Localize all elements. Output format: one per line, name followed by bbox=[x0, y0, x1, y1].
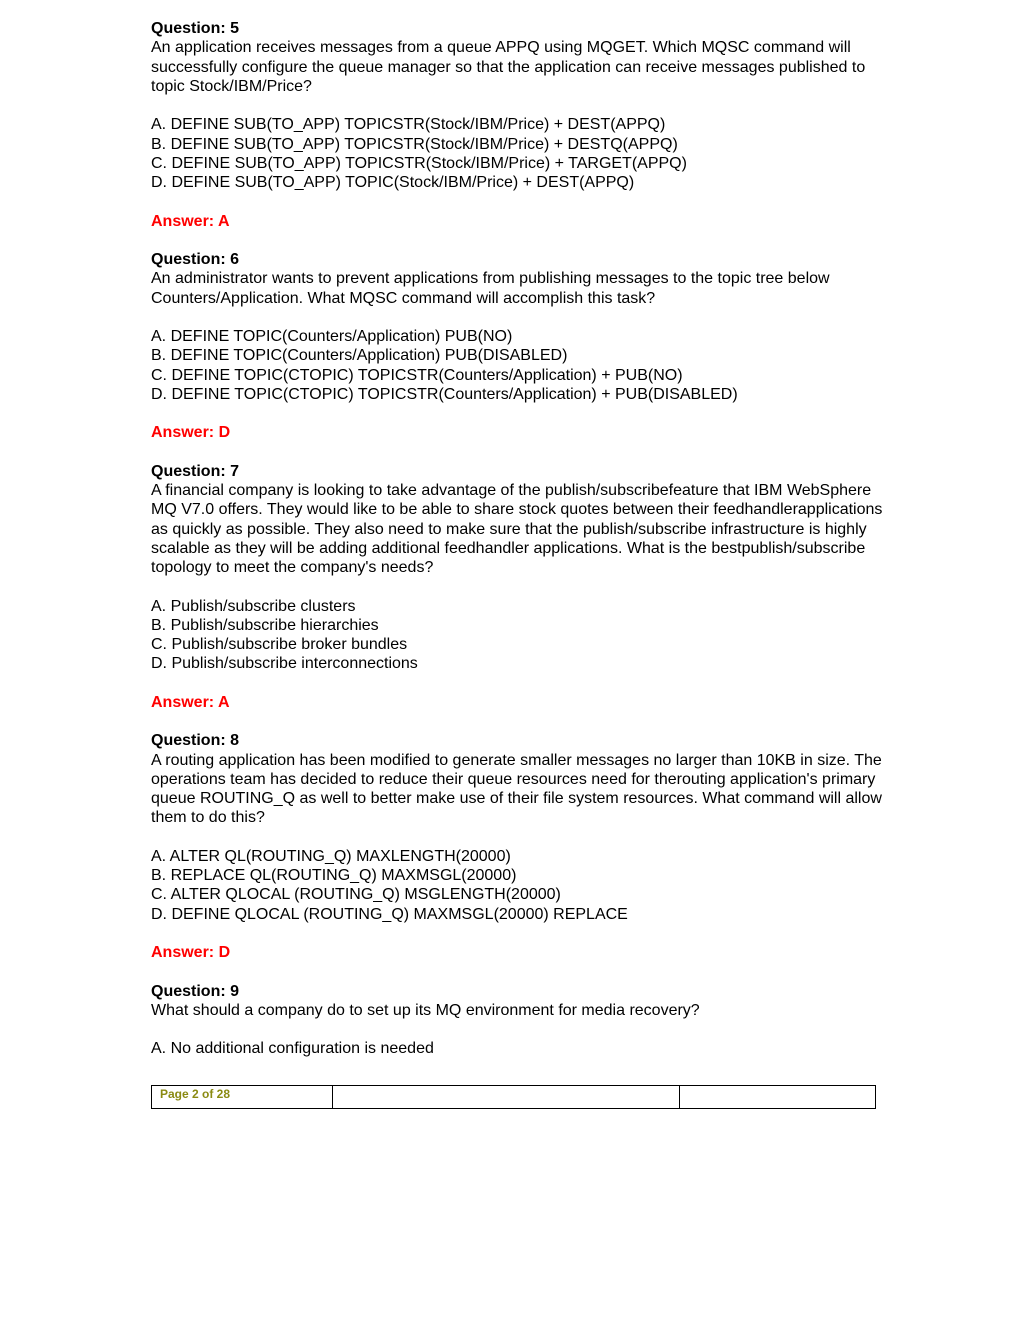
question-text: A financial company is looking to take advantage of the publish/subscribefeature that IBM WebSphere MQ V7.0 offers. They would like to be able to share stock quotes between their feedhandlerapplications as quickly as possible. They also need to make sure that the publish/subscribe infrastructure is highly scalable as they will be adding additional feedhandler applications. What is the bestpublish/subscribe topology to meet the company's needs? bbox=[151, 482, 883, 576]
answer-option: C. DEFINE SUB(TO_APP) TOPICSTR(Stock/IBM/Price) + TARGET(APPQ) bbox=[151, 154, 687, 172]
answer-option: D. DEFINE SUB(TO_APP) TOPIC(Stock/IBM/Price) + DEST(APPQ) bbox=[151, 174, 635, 191]
correct-answer: Answer: D bbox=[151, 424, 231, 442]
correct-answer: Answer: A bbox=[151, 212, 230, 230]
answer-option: C. ALTER QLOCAL (ROUTING_Q) MSGLENGTH(20000) bbox=[151, 886, 561, 904]
spacer bbox=[151, 712, 891, 731]
footer-cell-middle bbox=[333, 1086, 680, 1109]
answer-option: D. Publish/subscribe interconnections bbox=[151, 655, 418, 673]
spacer bbox=[151, 674, 891, 693]
spacer bbox=[151, 96, 891, 115]
question-block bbox=[151, 731, 891, 981]
spacer bbox=[151, 443, 891, 462]
correct-answer: Answer: A bbox=[151, 693, 230, 711]
footer-cell-page bbox=[152, 1086, 333, 1109]
question-title: Question: 5 bbox=[151, 20, 240, 37]
spacer bbox=[151, 404, 891, 423]
spacer bbox=[151, 924, 891, 943]
page-content bbox=[151, 19, 891, 1059]
question-block bbox=[151, 250, 891, 462]
question-text: An administrator wants to prevent applications from publishing messages to the topic tree below Counters/Application. What MQSC command will accomplish this task? bbox=[151, 270, 830, 307]
spacer bbox=[151, 1020, 891, 1039]
question-text: An application receives messages from a queue APPQ using MQGET. Which MQSC command will successfully configure the queue manager so that the application can receive messages published to topic Stock/IBM/Price? bbox=[151, 39, 866, 95]
spacer bbox=[151, 577, 891, 596]
answer-option: A. ALTER QL(ROUTING_Q) MAXLENGTH(20000) bbox=[151, 847, 511, 865]
answer-option: A. DEFINE TOPIC(Counters/Application) PUB(NO) bbox=[151, 328, 513, 345]
spacer bbox=[151, 828, 891, 847]
answer-option: A. DEFINE SUB(TO_APP) TOPICSTR(Stock/IBM/Price) + DEST(APPQ) bbox=[151, 116, 666, 134]
question-block bbox=[151, 19, 891, 250]
correct-answer: Answer: D bbox=[151, 944, 231, 961]
question-block bbox=[151, 462, 891, 732]
answer-option: B. DEFINE SUB(TO_APP) TOPICSTR(Stock/IBM/Price) + DESTQ(APPQ) bbox=[151, 135, 678, 153]
question-title: Question: 8 bbox=[151, 732, 240, 750]
spacer bbox=[151, 192, 891, 211]
question-title: Question: 7 bbox=[151, 462, 240, 480]
answer-option: B. DEFINE TOPIC(Counters/Application) PUB(DISABLED) bbox=[151, 347, 568, 365]
page-number: Page 2 of 28 bbox=[160, 1087, 231, 1101]
question-block bbox=[151, 982, 891, 1059]
question-title: Question: 9 bbox=[151, 982, 240, 1000]
answer-option: B. REPLACE QL(ROUTING_Q) MAXMSGL(20000) bbox=[151, 867, 517, 884]
page-footer bbox=[151, 1085, 876, 1109]
footer-cell-right bbox=[680, 1086, 876, 1109]
answer-option: C. Publish/subscribe broker bundles bbox=[151, 636, 408, 653]
answer-option: A. Publish/subscribe clusters bbox=[151, 597, 356, 615]
spacer bbox=[151, 231, 891, 250]
answer-option: C. DEFINE TOPIC(CTOPIC) TOPICSTR(Counters/Application) + PUB(NO) bbox=[151, 366, 683, 384]
spacer bbox=[151, 962, 891, 981]
spacer bbox=[151, 308, 891, 327]
answer-option: B. Publish/subscribe hierarchies bbox=[151, 616, 379, 634]
answer-option: A. No additional configuration is needed bbox=[151, 1040, 434, 1058]
question-title: Question: 6 bbox=[151, 251, 240, 268]
question-text: A routing application has been modified to generate smaller messages no larger than 10KB in size. The operations team has decided to reduce their queue resources need for therouting application's primary queue ROUTING_Q as well to better make use of their file system resources. What command will allow them to do this? bbox=[151, 751, 882, 827]
answer-option: D. DEFINE QLOCAL (ROUTING_Q) MAXMSGL(20000) REPLACE bbox=[151, 905, 628, 923]
answer-option: D. DEFINE TOPIC(CTOPIC) TOPICSTR(Counters/Application) + PUB(DISABLED) bbox=[151, 385, 738, 403]
question-text: What should a company do to set up its MQ environment for media recovery? bbox=[151, 1001, 700, 1019]
